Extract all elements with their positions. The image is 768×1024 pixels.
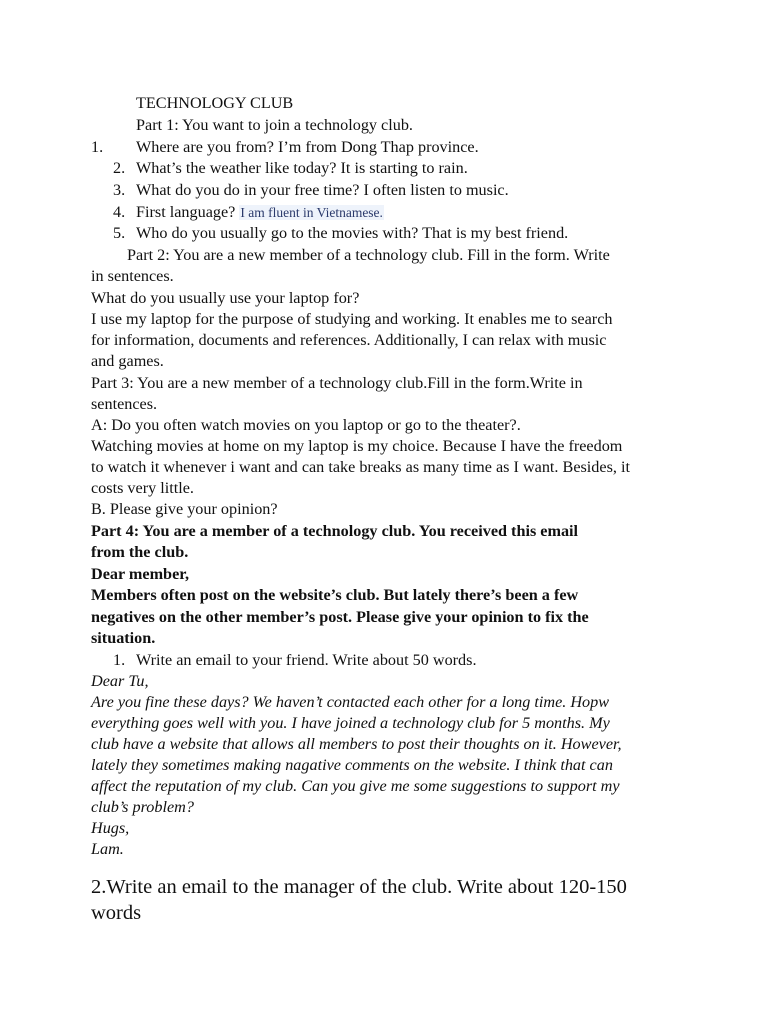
part3-heading-cont: sentences. — [91, 395, 158, 413]
part3-heading: Part 3: You are a new member of a technology club.Fill in the form.Write in — [91, 374, 583, 392]
email-line: everything goes well with you. I have joined a technology club for 5 months. My — [91, 714, 610, 732]
task2-line: 2.Write an email to the manager of the club. Write about 120-150 — [91, 876, 627, 898]
list-number: 1. — [113, 651, 126, 669]
part4-salutation: Dear member, — [91, 565, 189, 583]
list-text: Where are you from? I’m from Dong Thap province. — [136, 138, 479, 156]
email-line: club’s problem? — [91, 798, 194, 816]
list-number: 1. — [91, 138, 104, 156]
list-item — [113, 158, 468, 178]
part1-heading: Part 1: You want to join a technology club. — [136, 116, 413, 134]
part3-answer-line: Watching movies at home on my laptop is my choice. Because I have the freedom — [91, 437, 623, 455]
list-item — [113, 180, 509, 200]
part2-question: What do you usually use your laptop for? — [91, 289, 360, 307]
part4-heading-cont: from the club. — [91, 543, 189, 561]
part4-heading: Part 4: You are a member of a technology club. You received this email — [91, 522, 579, 540]
document-title: TECHNOLOGY CLUB — [136, 94, 294, 112]
list-item — [113, 223, 568, 243]
list-item — [91, 137, 479, 157]
email-line: Are you fine these days? We haven’t contacted each other for a long time. Hopw — [91, 693, 610, 711]
email-line: lately they sometimes making nagative comments on the website. I think that can — [91, 756, 613, 774]
part2-answer-line: I use my laptop for the purpose of studying and working. It enables me to search — [91, 310, 613, 328]
part3-question-b: B. Please give your opinion? — [91, 500, 278, 518]
list-item — [113, 202, 384, 223]
list-text: What’s the weather like today? It is starting to rain. — [136, 159, 468, 177]
list-number: 3. — [113, 181, 126, 199]
list-text: Who do you usually go to the movies with? That is my best friend. — [136, 224, 569, 242]
list-text: Write an email to your friend. Write about 50 words. — [136, 651, 477, 669]
email-signature: Lam. — [91, 840, 124, 858]
email-closing: Hugs, — [91, 819, 130, 837]
highlighted-answer: I am fluent in Vietnamese. — [240, 205, 383, 220]
part4-body-line: Members often post on the website’s club. But lately there’s been a few — [91, 586, 579, 604]
list-text: First language? — [136, 203, 236, 221]
list-number: 5. — [113, 224, 126, 242]
part2-heading-cont: in sentences. — [91, 267, 174, 285]
part4-body-line: negatives on the other member’s post. Please give your opinion to fix the — [91, 608, 589, 626]
part4-body-line: situation. — [91, 629, 156, 647]
part2-answer-line: and games. — [91, 352, 164, 370]
part2-heading: Part 2: You are a new member of a technology club. Fill in the form. Write — [127, 246, 610, 264]
email-line: club have a website that allows all members to post their thoughts on it. However, — [91, 735, 622, 753]
part2-answer-line: for information, documents and references. Additionally, I can relax with music — [91, 331, 607, 349]
email-greeting: Dear Tu, — [91, 672, 149, 690]
task2-line-cont: words — [91, 902, 142, 924]
list-number: 2. — [113, 159, 126, 177]
list-number: 4. — [113, 203, 126, 221]
part3-question-a: A: Do you often watch movies on you laptop or go to the theater?. — [91, 416, 521, 434]
part3-answer-line: to watch it whenever i want and can take breaks as many time as I want. Besides, it — [91, 458, 630, 476]
email-line: affect the reputation of my club. Can you give me some suggestions to support my — [91, 777, 620, 795]
list-item — [113, 650, 477, 670]
list-text: What do you do in your free time? I often listen to music. — [136, 181, 509, 199]
part3-answer-line: costs very little. — [91, 479, 194, 497]
